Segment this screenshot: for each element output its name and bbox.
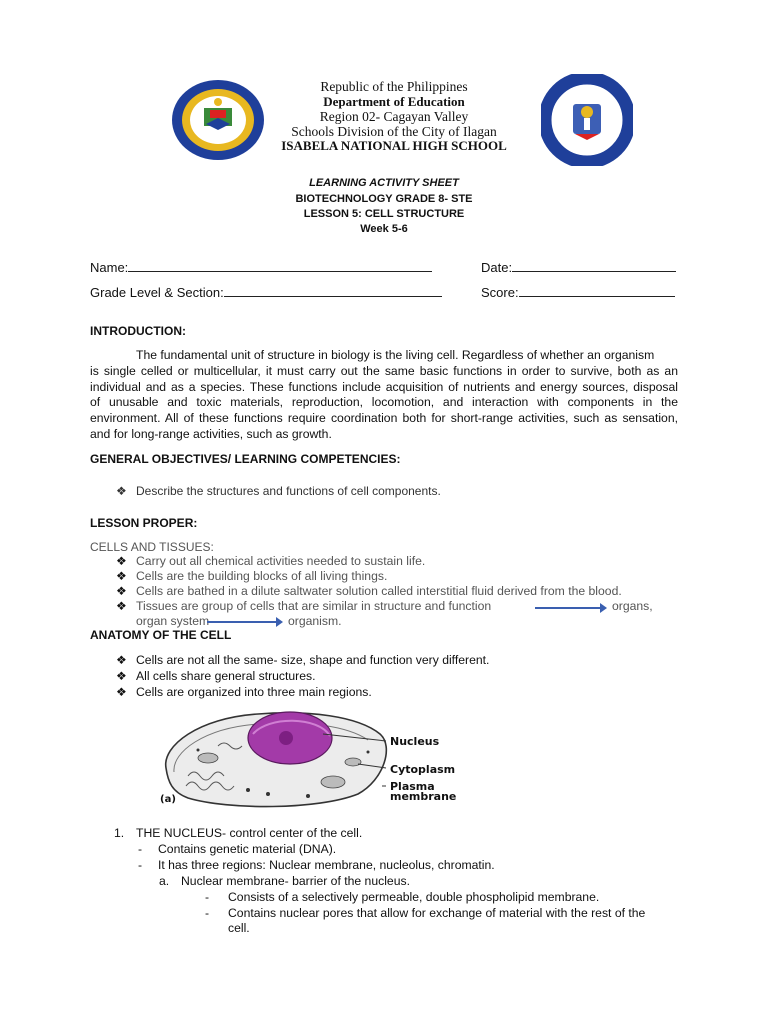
intro-line: The fundamental unit of structure in biology is the living cell. Regardless of whether an organism xyxy=(136,348,655,362)
lesson-bullet-text: Cells are the building blocks of all living things. xyxy=(136,569,388,583)
lesson-bullet-text: Tissues are group of cells that are similar in structure and function xyxy=(136,599,492,613)
header-school: ISABELA NATIONAL HIGH SCHOOL xyxy=(281,138,507,153)
title-lesson: LESSON 5: CELL STRUCTURE xyxy=(303,208,465,220)
dash-marker: - xyxy=(205,890,210,904)
lesson-bullet-1 xyxy=(116,554,425,568)
anatomy-heading: ANATOMY OF THE CELL xyxy=(90,628,232,642)
intro-heading: INTRODUCTION: xyxy=(90,324,186,338)
dash-marker: - xyxy=(138,842,143,856)
date-blank[interactable] xyxy=(512,271,676,272)
intro-line: of unusable and toxic materials, reproduction, locomotion, and interaction with components in the xyxy=(90,395,678,410)
objectives-item xyxy=(116,484,441,498)
header-division: Schools Division of the City of Ilagan xyxy=(291,124,497,139)
lesson-bullet-text: Carry out all chemical activities needed to sustain life. xyxy=(136,554,426,568)
membrane-point-1: Consists of a selectively permeable, double phospholipid membrane. xyxy=(228,890,600,904)
bullet-icon: ❖ xyxy=(116,584,127,598)
membrane-point-2: Contains nuclear pores that allow for exchange of material with the rest of the xyxy=(228,906,646,920)
dash-marker: - xyxy=(138,858,143,872)
grade-section-label: Grade Level & Section: xyxy=(90,285,224,300)
lesson-organs-text: organs, xyxy=(612,599,653,613)
bullet-icon: ❖ xyxy=(116,669,127,683)
nucleus-point-1: Contains genetic material (DNA). xyxy=(158,842,337,856)
anatomy-bullet-text: Cells are organized into three main regions. xyxy=(136,685,372,699)
nucleus-point-2: It has three regions: Nuclear membrane, nucleolus, chromatin. xyxy=(158,858,495,872)
lesson-heading: LESSON PROPER: xyxy=(90,516,198,530)
title-week: Week 5-6 xyxy=(360,223,408,235)
name-field[interactable] xyxy=(90,260,432,275)
label-cytoplasm: Cytoplasm xyxy=(390,763,456,776)
intro-paragraph xyxy=(90,348,678,443)
grade-section-field[interactable] xyxy=(90,285,442,300)
lesson-organ-system-text: organ system xyxy=(136,614,210,628)
intro-line: individual and as a species. These functions include acquisition of nutrients and energy sources, disposal xyxy=(90,379,678,394)
date-label: Date: xyxy=(481,260,513,275)
header-republic: Republic of the Philippines xyxy=(320,79,468,94)
dash-marker: - xyxy=(205,906,210,920)
lesson-bullet-3 xyxy=(116,584,622,598)
intro-line: environment. All of these functions require coordination both for short-range activities, such as sensation, xyxy=(90,411,678,426)
nucleus-title: THE NUCLEUS- control center of the cell. xyxy=(136,826,363,840)
label-nucleus: Nucleus xyxy=(390,735,440,748)
name-blank[interactable] xyxy=(128,271,432,272)
intro-line: is single celled or multicellular, it must carry out the same basic functions in order to survive, both as an xyxy=(90,363,678,378)
anatomy-bullet-3 xyxy=(116,685,372,699)
arrow-icon xyxy=(206,615,284,627)
label-membrane: membrane xyxy=(390,790,457,803)
bullet-icon: ❖ xyxy=(116,554,127,568)
membrane-point-2-cont: cell. xyxy=(228,921,250,935)
score-label: Score: xyxy=(481,285,519,300)
bullet-icon: ❖ xyxy=(116,484,127,498)
anatomy-bullet-text: Cells are not all the same- size, shape and function very different. xyxy=(136,653,490,667)
bullet-icon: ❖ xyxy=(116,599,127,613)
lesson-organism-text: organism. xyxy=(288,614,342,628)
intro-line: and for long-range activities, such as growth. xyxy=(90,426,332,441)
name-label: Name: xyxy=(90,260,129,275)
nucleus-number: 1. xyxy=(114,826,125,840)
title-subject: BIOTECHNOLOGY GRADE 8- STE xyxy=(295,193,473,205)
cells-tissues-subheading: CELLS AND TISSUES: xyxy=(90,540,214,554)
anatomy-bullet-text: All cells share general structures. xyxy=(136,669,316,683)
arrow-icon xyxy=(534,601,608,613)
anatomy-bullet-1 xyxy=(116,653,489,667)
bullet-icon: ❖ xyxy=(116,569,127,583)
score-blank[interactable] xyxy=(519,296,675,297)
date-field[interactable] xyxy=(481,260,676,275)
grade-section-blank[interactable] xyxy=(224,296,442,297)
label-plasma: Plasma xyxy=(390,780,435,793)
objectives-text: Describe the structures and functions of cell components. xyxy=(136,484,441,498)
lesson-bullet-text: Cells are bathed in a dilute saltwater solution called interstitial fluid derived from the blood. xyxy=(136,584,622,598)
bullet-icon: ❖ xyxy=(116,653,127,667)
sub-letter-a: a. xyxy=(159,874,170,888)
objectives-heading: GENERAL OBJECTIVES/ LEARNING COMPETENCIES: xyxy=(90,452,401,466)
lesson-bullet-2 xyxy=(116,569,387,583)
header-region: Region 02- Cagayan Valley xyxy=(319,109,469,124)
score-field[interactable] xyxy=(481,285,675,300)
label-panel-a: (a) xyxy=(160,794,176,805)
anatomy-bullet-2 xyxy=(116,669,316,683)
nuclear-membrane-text: Nuclear membrane- barrier of the nucleus. xyxy=(181,874,410,888)
bullet-icon: ❖ xyxy=(116,685,127,699)
title-activity-sheet: LEARNING ACTIVITY SHEET xyxy=(309,177,459,189)
header-department: Department of Education xyxy=(323,94,465,109)
